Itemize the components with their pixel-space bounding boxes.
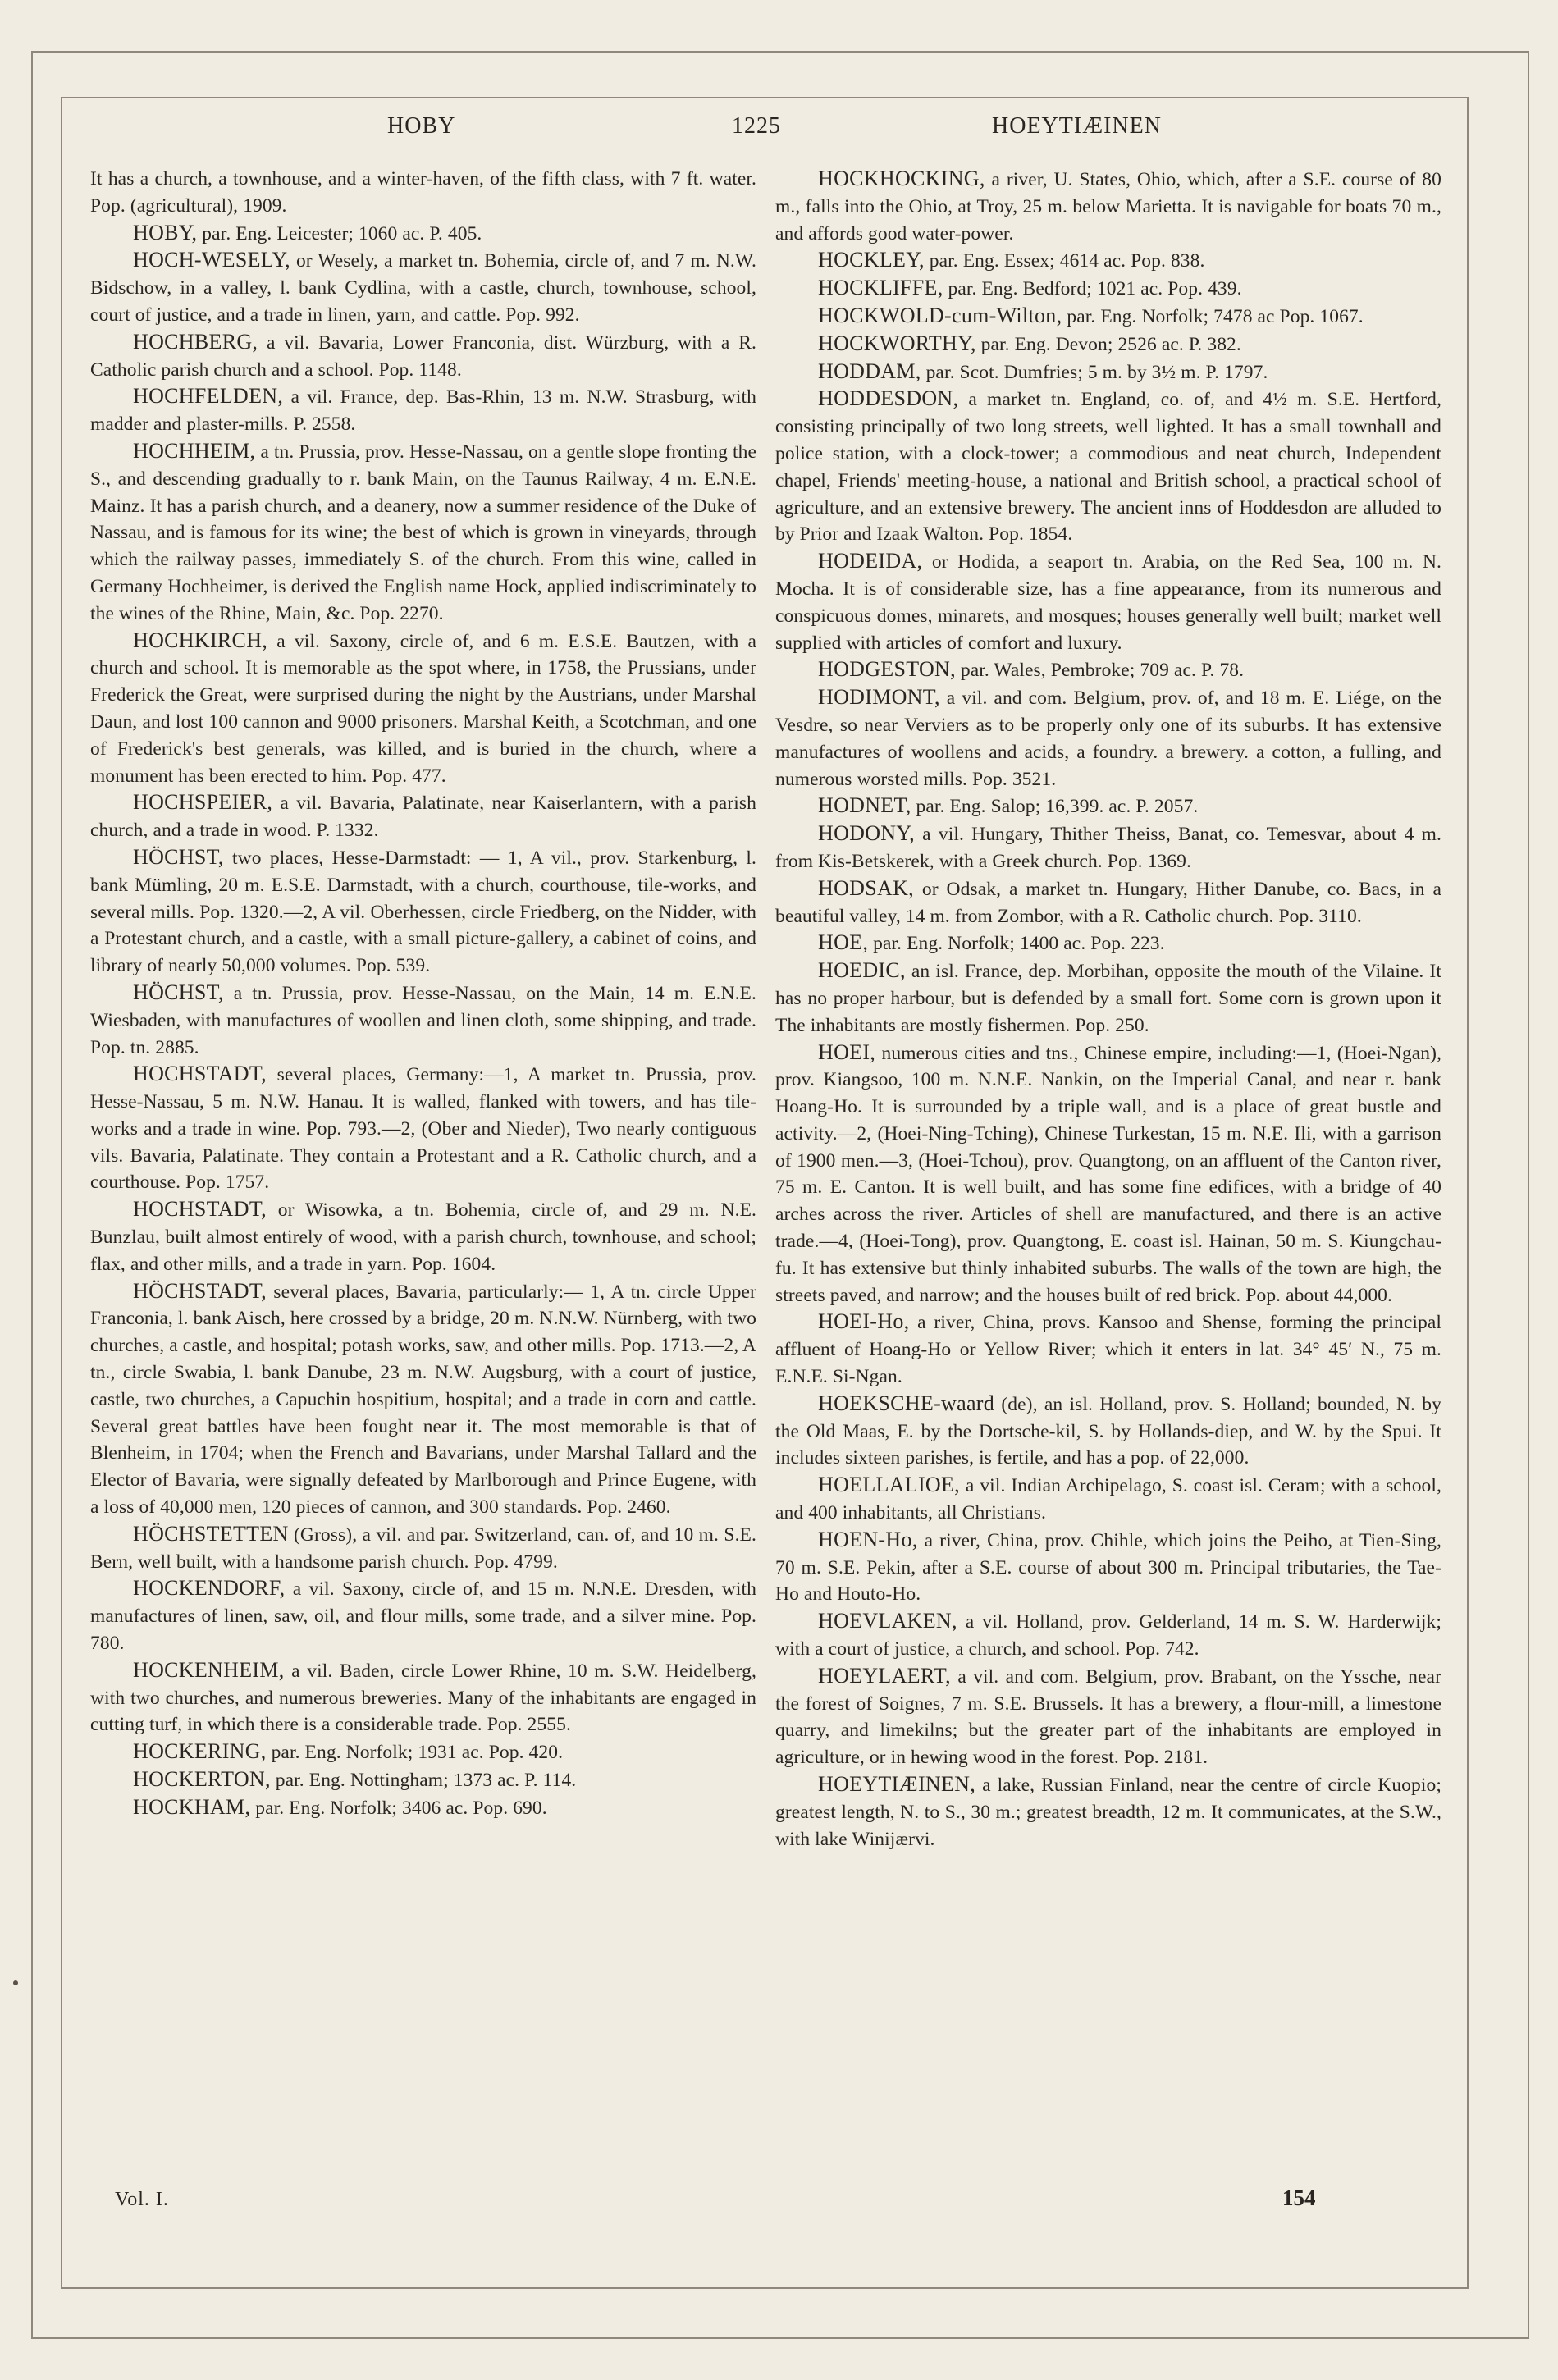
dictionary-entry — [775, 1608, 1441, 1663]
entry-headword: HOCHBERG, — [133, 329, 258, 354]
dictionary-entry — [90, 789, 756, 844]
entry-headword: HOEVLAKEN, — [818, 1609, 957, 1633]
dictionary-entry — [90, 1278, 756, 1521]
entry-text: a vil. Indian Archipelago, S. coast isl. Ceram; with a school, and 400 inhabitants, all Christians. — [775, 1475, 1441, 1524]
dictionary-entry — [90, 980, 756, 1061]
entry-text: or Wisowka, a tn. Bohemia, circle of, and 29 m. N.E. Bunzlau, built almost entirely of wood, with a parish church, townhouse, and school; flax, and other mills, and a trade in yarn. Pop. 1604. — [90, 1199, 756, 1275]
dictionary-entry — [775, 386, 1441, 548]
entry-text: par. Eng. Norfolk; 1931 ac. Pop. 420. — [266, 1742, 564, 1764]
entry-headword: HODNET, — [818, 793, 911, 818]
dictionary-entry — [775, 1771, 1441, 1852]
dictionary-entry — [775, 684, 1441, 793]
margin-mark — [13, 1980, 18, 1985]
dictionary-entry — [775, 548, 1441, 656]
dictionary-entry — [90, 1575, 756, 1656]
entry-headword: HODDAM, — [818, 359, 921, 383]
entry-headword: HOCKLIFFE, — [818, 276, 943, 300]
dictionary-entry — [775, 247, 1441, 275]
entry-text: a river, China, prov. Chihle, which joins the Peiho, at Tien-Sing, 70 m. S.E. Pekin, after a S.E. course of about 300 m. Principal tributaries, the Tae-Ho and Houto-Ho. — [775, 1529, 1441, 1606]
entry-headword: HOCHHEIM, — [133, 438, 256, 463]
entry-text: par. Eng. Essex; 4614 ac. Pop. 838. — [924, 250, 1205, 272]
dictionary-entry — [775, 275, 1441, 303]
entry-headword: HOCHSTADT, — [133, 1062, 267, 1086]
entry-headword: HODGESTON, — [818, 657, 956, 682]
entry-text: a vil. Holland, prov. Gelderland, 14 m. S. W. Harderwijk; with a court of justice, a church, and school. Pop. 742. — [775, 1611, 1441, 1661]
folio-number: 154 — [1282, 2186, 1316, 2210]
header-left-guide-word: HOBY — [387, 113, 456, 139]
entry-text: a vil. Saxony, circle of, and 6 m. E.S.E. Bautzen, with a church and school. It is memorable as the spot where, in 1758, the Prussians, under Frederick the Great, were surprised during the night by the Austrians, under Marshal Daun, and lost 100 cannon and 9000 prisoners. Marshal Keith, a Scotchman, and one of Frederick's best generals, was killed, and is buried in the church, where a monument has been erected to him. Pop. 477. — [90, 630, 756, 787]
entry-text: a lake, Russian Finland, near the centre of circle Kuopio; greatest length, N. to S., 30 m.; greatest breadth, 12 m. It communicates, at the S.W., with lake Winijærvi. — [775, 1775, 1441, 1850]
entry-text: numerous cities and tns., Chinese empire, including:—1, (Hoei-Ngan), prov. Kiangsoo, 100 m. N.N.E. Nankin, on the Imperial Canal, and near r. bank Hoang-Ho. It is surrounded by a triple wall, and is a place of great bustle and activity.—2, (Hoei-Ning-Tching), Chinese Turkestan, 15 m. N.E. Ili, with a garrison of 1900 men.—3, (Hoei-Tchou), prov. Quangtong, on an affluent of the Canton river, 75 m. E. Canton. It is well built, and has some fine edifices, with a bridge of 40 arches across the river. Articles of shell are manufactured, and there is an active trade.—4, (Hoei-Tong), prov. Quangtong, E. coast isl. Hainan, 50 m. S. Kiungchau-fu. It has extensive but thinly inhabited suburbs. The walls of the town are high, the streets paved, and narrow; and the houses built of red brick. Pop. about 44,000. — [775, 1042, 1441, 1306]
entry-text: (de), an isl. Holland, prov. S. Holland; bounded, N. by the Old Maas, E. by the Dortsche-kil, S. by Hollands-diep, and W. by the Spui. It includes sixteen parishes, is fertile, and has a pop. of 22,000. — [775, 1393, 1441, 1469]
entry-headword: HOCHFELDEN, — [133, 384, 284, 409]
dictionary-entry — [90, 1766, 756, 1794]
entry-text: par. Eng. Nottingham; 1373 ac. P. 114. — [270, 1770, 577, 1792]
dictionary-entry — [90, 1521, 756, 1576]
entry-text: par. Wales, Pembroke; 709 ac. P. 78. — [955, 660, 1245, 682]
dictionary-entry — [775, 303, 1441, 331]
dictionary-entry — [775, 166, 1441, 247]
entry-text: or Wesely, a market tn. Bohemia, circle of, and 7 m. N.W. Bidschow, in a valley, l. bank Cydlina, with a castle, church, townhouse, school, court of justice, and a trade in linen, yarn, and cattle. Pop. 992. — [90, 250, 756, 326]
entry-text: a vil. Bavaria, Palatinate, near Kaiserlantern, with a parish church, and a trade in wood. P. 1332. — [90, 793, 756, 842]
right-column — [775, 166, 1441, 1852]
entry-headword: HODIMONT, — [818, 685, 940, 710]
dictionary-entry — [775, 1472, 1441, 1527]
entry-headword: HOEI, — [818, 1039, 876, 1064]
entry-text: par. Scot. Dumfries; 5 m. by 3½ m. P. 1797. — [921, 361, 1268, 383]
entry-headword: HOCKENDORF, — [133, 1576, 286, 1601]
dictionary-entry — [775, 359, 1441, 386]
entry-headword: HOCKWOLD-cum-Wilton, — [818, 303, 1062, 327]
header-page-number: 1225 — [732, 113, 781, 139]
entry-text: two places, Hesse-Darmstadt: — 1, A vil., prov. Starkenburg, l. bank Mümling, 20 m. E.S.E. Darmstadt, with a church, courthouse, tile-works, and several mills. Pop. 1320.—2, A vil. Oberhessen, circle Friedberg, on the Nidder, with a Protestant church, and a castle, with a small picture-gallery, a cabinet of coins, and library of nearly 50,000 volumes. Pop. 539. — [90, 847, 756, 977]
entry-text: a vil. Bavaria, Lower Franconia, dist. Würzburg, with a R. Catholic parish church and a school. Pop. 1148. — [90, 331, 756, 381]
entry-headword: HODEIDA, — [818, 549, 923, 573]
entry-headword: HÖCHSTADT, — [133, 1278, 267, 1303]
entry-headword: HOEN-Ho, — [818, 1527, 918, 1551]
dictionary-entry — [775, 793, 1441, 820]
entry-headword: HOCKERING, — [133, 1739, 267, 1764]
dictionary-entry — [90, 247, 756, 328]
dictionary-entry — [775, 875, 1441, 930]
entry-text: par. Eng. Bedford; 1021 ac. Pop. 439. — [943, 278, 1242, 300]
entry-text: or Hodida, a seaport tn. Arabia, on the Red Sea, 100 m. N. Mocha. It is of considerable size, has a fine appearance, from its numerous and conspicuous domes, minarets, and mosques; houses generally well built; market well supplied with articles of comfort and luxury. — [775, 551, 1441, 654]
entry-headword: HOEYTIÆINEN, — [818, 1772, 976, 1797]
dictionary-entry — [90, 329, 756, 384]
entry-headword: HODONY, — [818, 821, 915, 846]
entry-text: par. Eng. Norfolk; 7478 ac Pop. 1067. — [1062, 305, 1364, 327]
entry-text: a tn. Prussia, prov. Hesse-Nassau, on the Main, 14 m. E.N.E. Wiesbaden, with manufactures of woollen and linen cloth, some shipping, and trade. Pop. tn. 2885. — [90, 982, 756, 1058]
dictionary-entry — [90, 383, 756, 438]
dictionary-entry — [90, 1794, 756, 1822]
entry-headword: HOEYLAERT, — [818, 1663, 951, 1688]
entry-text: a tn. Prussia, prov. Hesse-Nassau, on a gentle slope fronting the S., and descending gradually to r. bank Main, on the Taunus Railway, 4 m. E.N.E. Mainz. It has a parish church, and a deanery, now a summer residence of the Duke of Nassau, and is famous for its wine; the best of which is grown in vineyards, through which the railway passes, immediately S. of the church. From this wine, called in Germany Hochheimer, is derived the English name Hock, applied indiscriminately to the wines of the Rhine, Main, &c. Pop. 2270. — [90, 441, 756, 624]
entry-headword: HOCKHOCKING, — [818, 167, 985, 190]
entry-text: an isl. France, dep. Morbihan, opposite the mouth of the Vilaine. It has no proper harbour, but is defended by a small fort. Some corn is grown upon it The inhabitants are mostly fishermen. Pop. 250. — [775, 961, 1441, 1036]
dictionary-entry — [775, 820, 1441, 875]
header-right-guide-word: HOEYTIÆINEN — [992, 113, 1162, 139]
entry-text: a vil. Saxony, circle of, and 15 m. N.N.E. Dresden, with manufactures of linen, saw, oil, and flour mills, some trade, and a silver mine. Pop. 780. — [90, 1578, 756, 1655]
entry-headword: HOCHKIRCH, — [133, 628, 268, 652]
dictionary-entry — [90, 220, 756, 248]
dictionary-entry — [90, 1061, 756, 1196]
entry-headword: HODDESDON, — [818, 386, 959, 411]
dictionary-entry — [90, 1196, 756, 1277]
entry-headword: HOBY, — [133, 220, 198, 244]
dictionary-entry — [90, 438, 756, 628]
entry-headword: HOEI-Ho, — [818, 1309, 910, 1334]
entry-text: It has a church, a townhouse, and a winter-haven, of the fifth class, with 7 ft. water. Pop. (agricultural), 1909. — [90, 168, 756, 217]
entry-text: par. Eng. Salop; 16,399. ac. P. 2057. — [911, 796, 1199, 818]
dictionary-entry — [775, 1309, 1441, 1390]
entry-headword: HÖCHSTETTEN — [133, 1521, 289, 1546]
entry-text: a river, U. States, Ohio, which, after a S.E. course of 80 m., falls into the Ohio, at Troy, 25 m. below Marietta. It is navigable for boats 70 m., and affords good water-power. — [775, 169, 1441, 244]
entry-headword: HOE, — [818, 930, 869, 955]
entry-text: par. Eng. Norfolk; 3406 ac. Pop. 690. — [250, 1797, 547, 1819]
entry-text: a vil. Baden, circle Lower Rhine, 10 m. S.W. Heidelberg, with two churches, and numerous breweries. Many of the inhabitants are engaged in cutting turf, in which there is a considerable trade. Pop. 2555. — [90, 1660, 756, 1736]
dictionary-entry — [775, 930, 1441, 957]
dictionary-entry — [90, 628, 756, 790]
dictionary-entry — [90, 1657, 756, 1738]
entry-headword: HOCKHAM, — [133, 1794, 251, 1819]
entry-text: a market tn. England, co. of, and 4½ m. S.E. Hertford, consisting principally of two long streets, well lighted. It has a small townhall and police station, with a clock-tower; a commodious and neat church, Independent chapel, Friends' meeting-house, a national and British school, a practical school of agriculture, and an extensive brewery. The ancient inns of Hoddesdon are alluded to by Prior and Izaak Walton. Pop. 1854. — [775, 389, 1441, 546]
entry-headword: HOEDIC, — [818, 958, 906, 983]
dictionary-entry — [90, 166, 756, 220]
dictionary-entry — [775, 1663, 1441, 1771]
entry-text: a vil. and com. Belgium, prov. of, and 18 m. E. Liége, on the Vesdre, so near Verviers as to be properly only one of its suburbs. It has extensive manufactures of woollens and acids, a foundry. a brewery. a cotton, a fulling, and numerous worsted mills. Pop. 3521. — [775, 688, 1441, 790]
entry-text: par. Eng. Leicester; 1060 ac. P. 405. — [197, 222, 482, 244]
dictionary-entry — [90, 844, 756, 980]
entry-text: several places, Bavaria, particularly:— 1, A tn. circle Upper Franconia, l. bank Aisch, here crossed by a bridge, 20 m. N.N.W. Nürnberg, with two churches, a castle, and hospital; potash works, saw, and other mills. Pop. 1713.—2, A tn., circle Swabia, l. bank Danube, 23 m. N.W. Augsburg, with a court of justice, castle, two churches, a Capuchin hospitium, hospital; and a trade in corn and cattle. Several great battles have been fought near it. The most memorable is that of Blenheim, in 1704; when the French and Bavarians, under Marshal Tallard and the Elector of Bavaria, were signally defeated by Marlborough and Prince Eugene, with a loss of 40,000 men, 120 pieces of cannon, and 300 standards. Pop. 2460. — [90, 1281, 756, 1519]
dictionary-entry — [775, 1391, 1441, 1472]
entry-headword: HOCHSPEIER, — [133, 790, 273, 815]
dictionary-entry — [775, 656, 1441, 684]
entry-headword: HÖCHST, — [133, 844, 224, 869]
entry-headword: HODSAK, — [818, 875, 914, 900]
entry-text: a vil. France, dep. Bas-Rhin, 13 m. N.W. Strasburg, with madder and plaster-mills. P. 2558. — [90, 386, 756, 436]
left-column — [90, 166, 756, 1822]
entry-headword: HÖCHST, — [133, 980, 224, 1004]
entry-text: (Gross), a vil. and par. Switzerland, can. of, and 10 m. S.E. Bern, well built, with a handsome parish church. Pop. 4799. — [90, 1523, 756, 1573]
entry-headword: HOCKLEY, — [818, 248, 925, 272]
entry-text: par. Eng. Norfolk; 1400 ac. Pop. 223. — [868, 933, 1165, 955]
entry-text: par. Eng. Devon; 2526 ac. P. 382. — [975, 333, 1241, 355]
dictionary-entry — [775, 957, 1441, 1039]
running-header — [61, 113, 1465, 154]
entry-headword: HOCH-WESELY, — [133, 248, 290, 272]
entry-headword: HOCHSTADT, — [133, 1197, 267, 1222]
dictionary-entry — [775, 1527, 1441, 1608]
entry-text: or Odsak, a market tn. Hungary, Hither Danube, co. Bacs, in a beautiful valley, 14 m. from Zombor, with a R. Catholic church. Pop. 3110. — [775, 878, 1441, 927]
dictionary-entry — [775, 331, 1441, 359]
entry-headword: HOCKENHEIM, — [133, 1657, 285, 1682]
entry-headword: HOCKWORTHY, — [818, 331, 976, 355]
volume-signature: Vol. I. — [115, 2189, 169, 2210]
entry-headword: HOELLALIOE, — [818, 1473, 960, 1497]
entry-headword: HOCKERTON, — [133, 1767, 271, 1792]
entry-headword: HOEKSCHE-waard — [818, 1391, 995, 1415]
entry-text: a river, China, provs. Kansoo and Shense, forming the principal affluent of Hoang-Ho or Yellow River; which it enters in lat. 34° 45′ N., 75 m. E.N.E. Si-Ngan. — [775, 1312, 1441, 1388]
entry-text: several places, Germany:—1, A market tn. Prussia, prov. Hesse-Nassau, 5 m. N.W. Hanau. It is walled, flanked with towers, and has tile-works and a trade in wine. Pop. 793.—2, (Ober and Nieder), Two nearly contiguous vils. Bavaria, Palatinate. They contain a Protestant and a R. Catholic church, and a courthouse. Pop. 1757. — [90, 1064, 756, 1194]
dictionary-entry — [90, 1738, 756, 1766]
entry-text: a vil. and com. Belgium, prov. Brabant, on the Yssche, near the forest of Soignes, 7 m. S.E. Brussels. It has a brewery, a flour-mill, a limestone quarry, and limekilns; but the greater part of the inhabitants are employed in agriculture, or in hewing wood in the forest. Pop. 2181. — [775, 1665, 1441, 1769]
dictionary-entry — [775, 1039, 1441, 1309]
entry-text: a vil. Hungary, Thither Theiss, Banat, co. Temesvar, about 4 m. from Kis-Betskerek, with a Greek church. Pop. 1369. — [775, 824, 1441, 872]
